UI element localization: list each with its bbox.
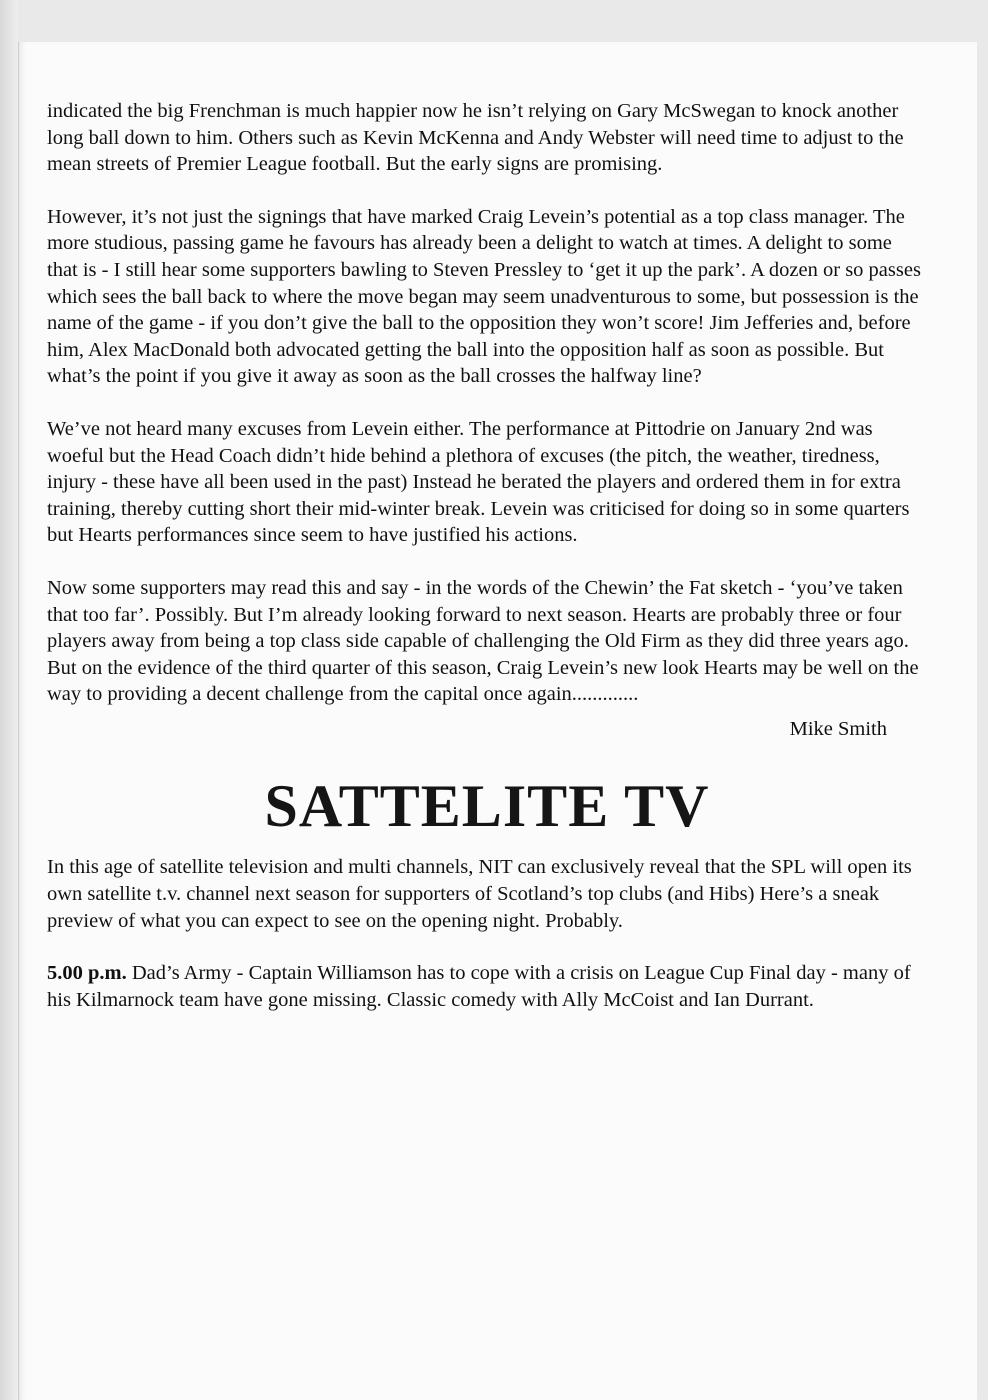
listing-text: Dad’s Army - Captain Williamson has to cope with a crisis on League Cup Final day - many of his Kilmarnock team have gone missing. Classic comedy with Ally McCoist and Ian Durrant. [47,962,911,1011]
section-heading: SATTELITE TV [264,773,710,840]
satellite-intro: In this age of satellite television and multi channels, NIT can exclusively reveal that the SPL will open its own satellite t.v. channel next season for supporters of Scotland’s top clubs (and Hibs) Here’s a sneak preview of what you can expect to see on the opening night. Probably. [47,856,912,932]
listing-time: 5.00 p.m. [47,962,127,985]
article-paragraph-2: However, it’s not just the signings that have marked Craig Levein’s potential as a top class manager. The more studious, passing game he favours has already been a delight to watch at times. A delight to some that is - I still hear some supporters bawling to Steven Pressley to ‘get it up the park’. A dozen or so passes which sees the ball back to where the move began may seem unadventurous to some, but possession is the name of the game - if you don’t give the ball to the opposition they won’t score! Jim Jefferies and, before him, Alex MacDonald both advocated getting the ball into the opposition half as soon as possible. But what’s the point if you give it away as soon as the ball crosses the halfway line? [47,205,921,388]
listing-item [47,960,927,1013]
article-paragraph-4: Now some supporters may read this and say - in the words of the Chewin’ the Fat sketch - ‘you’ve taken that too far’. Possibly. But I’m already looking forward to next season. Hearts are probably three or four players away from being a top class side capable of challenging the Old Firm as they did three years ago. But on the evidence of the third quarter of this season, Craig Levein’s new look Hearts may be well on the way to providing a decent challenge from the capital once again............. [47,576,919,706]
page-spine [0,0,18,1400]
document-body [47,98,927,1013]
article-paragraph-1: indicated the big Frenchman is much happier now he isn’t relying on Gary McSwegan to knock another long ball down to him. Others such as Kevin McKenna and Andy Webster will need time to adjust to the mean streets of Premier League football. But the early signs are promising. [47,100,904,176]
article-paragraph-3: We’ve not heard many excuses from Levein either. The performance at Pittodrie on January 2nd was woeful but the Head Coach didn’t hide behind a plethora of excuses (the pitch, the weather, tiredness, injury - these have all been used in the past) Instead he berated the players and ordered them in for extra training, thereby cutting short their mid-winter break. Levein was criticised for doing so in some quarters but Hearts performances since seem to have justified his actions. [47,417,910,547]
author-signature: Mike Smith [789,717,887,740]
